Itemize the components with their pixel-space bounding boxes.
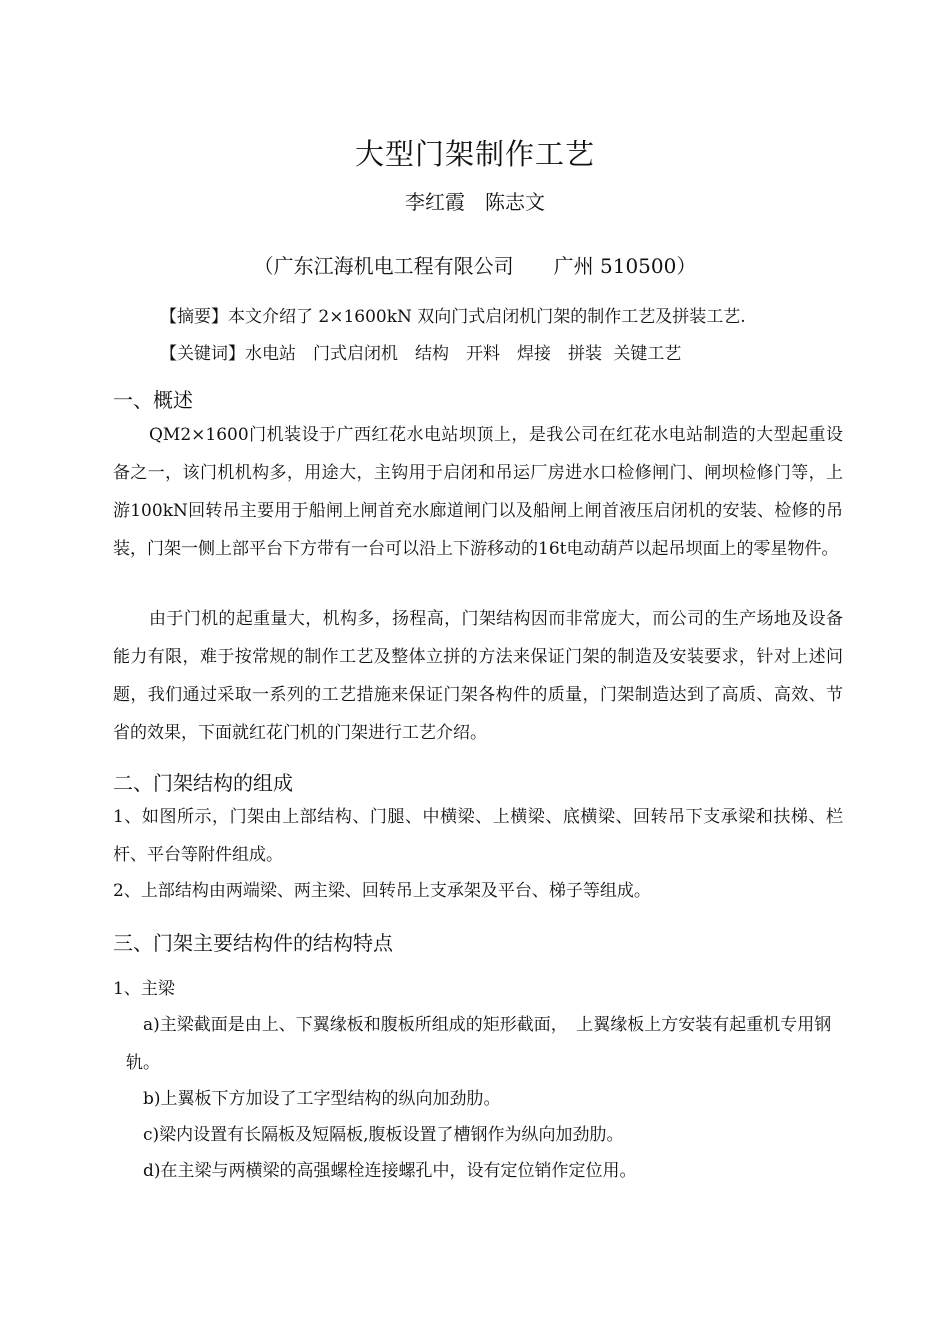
- list-item: 1、如图所示，门架由上部结构、门腿、中横梁、上横梁、底横梁、回转吊下支承梁和扶梯、栏杆、平台等附件组成。: [113, 807, 843, 865]
- section-heading-structure: 二、门架结构的组成: [113, 771, 293, 795]
- body-paragraph: QM2×1600门机装设于广西红花水电站坝顶上，是我公司在红花水电站制造的大型起重设备之一，该门机机构多，用途大，主钩用于启闭和吊运厂房进水口检修闸门、闸坝检修门等，上游100kN回转吊主要用于船闸上闸首充水廊道闸门以及船闸上闸首液压启闭机的安装、检修的吊装，门架一侧上部平台下方带有一台可以沿上下游移动的16t电动葫芦以起吊坝面上的零星物件。: [113, 425, 843, 559]
- section-heading-features: 三、门架主要结构件的结构特点: [113, 931, 393, 955]
- subsection-heading: 1、主梁: [113, 979, 175, 999]
- body-paragraph: 由于门机的起重量大，机构多，扬程高，门架结构因而非常庞大，而公司的生产场地及设备能力有限，难于按常规的制作工艺及整体立拼的方法来保证门架的制造及安装要求，针对上述问题，我们通过采取一系列的工艺措施来保证门架各构件的质量，门架制造达到了高质、高效、节省的效果，下面就红花门机的门架进行工艺介绍。: [113, 609, 843, 743]
- list-item: b)上翼板下方加设了工字型结构的纵向加劲肋。: [143, 1089, 501, 1109]
- abstract: 【摘要】本文介绍了 2×1600kN 双向门式启闭机门架的制作工艺及拼装工艺.: [160, 307, 746, 327]
- affiliation: （广东江海机电工程有限公司 广州 510500）: [253, 254, 697, 278]
- list-item: 2、上部结构由两端梁、两主梁、回转吊上支承架及平台、梯子等组成。: [113, 881, 651, 901]
- section-heading-overview: 一、概述: [113, 388, 193, 412]
- list-item: c)梁内设置有长隔板及短隔板,腹板设置了槽钢作为纵向加劲肋。: [143, 1125, 624, 1145]
- keywords: 【关键词】水电站 门式启闭机 结构 开料 焊接 拼装 关键工艺: [160, 344, 682, 364]
- list-item: d)在主梁与两横梁的高强螺栓连接螺孔中，设有定位销作定位用。: [143, 1161, 637, 1181]
- authors: 李红霞 陈志文: [405, 190, 545, 214]
- list-item: a)主梁截面是由上、下翼缘板和腹板所组成的矩形截面， 上翼缘板上方安装有起重机专用钢轨。: [126, 1015, 832, 1073]
- paper-title: 大型门架制作工艺: [354, 137, 595, 171]
